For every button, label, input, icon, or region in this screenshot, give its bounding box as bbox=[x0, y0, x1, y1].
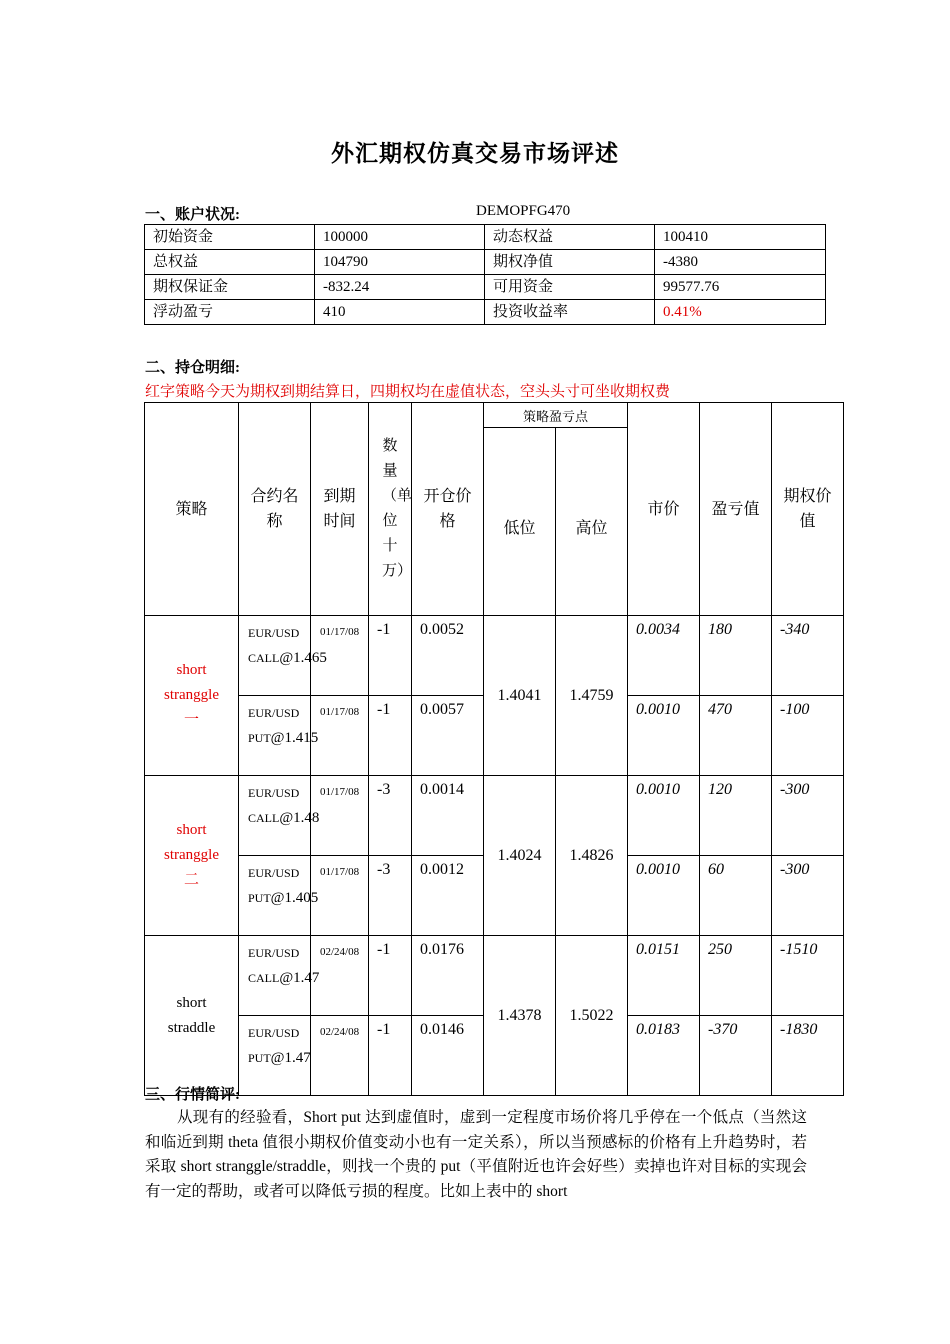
breakeven-low: 1.4024 bbox=[484, 776, 556, 936]
account-row bbox=[145, 250, 826, 275]
account-label: 可用资金 bbox=[485, 275, 655, 300]
pnl-value: 60 bbox=[700, 856, 772, 936]
account-value: 410 bbox=[315, 300, 485, 325]
expiry-date: 02/24/08 bbox=[311, 1016, 369, 1096]
option-value: -300 bbox=[772, 776, 844, 856]
expiry-date: 01/17/08 bbox=[311, 696, 369, 776]
section-account-heading: 一、账户状况: bbox=[145, 207, 240, 223]
account-value: -832.24 bbox=[315, 275, 485, 300]
commentary-paragraph: 从现有的经验看，Short put 达到虚值时，虚到一定程度市场价将几乎停在一个低点（当然这和临近到期 theta 值很小期权价值变动小也有一定关系），所以当预感标的价格有上升趋势时，若采取 short stranggle/straddle，则找一个贵的 put（平值附近也许会好些）卖掉也许对目标的实现会有一定的帮助，或者可以降低亏损的程度。比如上表中的 short bbox=[145, 1109, 807, 1200]
contract-name: EUR/USD CALL@1.47 bbox=[239, 936, 311, 1016]
quantity: -1 bbox=[369, 1016, 412, 1096]
expiry-date: 01/17/08 bbox=[311, 856, 369, 936]
option-value: -1830 bbox=[772, 1016, 844, 1096]
breakeven-low: 1.4041 bbox=[484, 616, 556, 776]
market-price: 0.0034 bbox=[628, 616, 700, 696]
page-title: 外汇期权仿真交易市场评述 bbox=[331, 141, 619, 166]
quantity: -1 bbox=[369, 616, 412, 696]
option-value: -340 bbox=[772, 616, 844, 696]
quantity: -3 bbox=[369, 776, 412, 856]
strategy-name: short stranggle一 bbox=[145, 616, 239, 776]
section-market-heading: 三、行情简评: bbox=[145, 1087, 240, 1103]
open-price: 0.0052 bbox=[412, 616, 484, 696]
option-value: -1510 bbox=[772, 936, 844, 1016]
header-pnl: 盈亏值 bbox=[700, 403, 772, 616]
open-price: 0.0057 bbox=[412, 696, 484, 776]
account-value: -4380 bbox=[655, 250, 826, 275]
account-label: 期权净值 bbox=[485, 250, 655, 275]
market-price: 0.0010 bbox=[628, 856, 700, 936]
account-label: 浮动盈亏 bbox=[145, 300, 315, 325]
contract-name: EUR/USD CALL@1.465 bbox=[239, 616, 311, 696]
expiry-date: 01/17/08 bbox=[311, 616, 369, 696]
account-table bbox=[144, 224, 826, 325]
table-row bbox=[145, 616, 844, 696]
pnl-value: -370 bbox=[700, 1016, 772, 1096]
market-price: 0.0010 bbox=[628, 696, 700, 776]
contract-name: EUR/USD CALL@1.48 bbox=[239, 776, 311, 856]
account-value: 100000 bbox=[315, 225, 485, 250]
open-price: 0.0176 bbox=[412, 936, 484, 1016]
expiry-note: 红字策略今天为期权到期结算日，四期权均在虚值状态，空头头寸可坐收期权费 bbox=[145, 384, 671, 400]
account-row bbox=[145, 275, 826, 300]
market-price: 0.0151 bbox=[628, 936, 700, 1016]
header-breakeven: 策略盈亏点 bbox=[484, 403, 628, 428]
market-commentary bbox=[145, 1106, 807, 1204]
header-quantity: 数量（单位十万） bbox=[369, 403, 412, 616]
table-row bbox=[145, 936, 844, 1016]
strategy-name: short stranggle二 bbox=[145, 776, 239, 936]
account-label: 投资收益率 bbox=[485, 300, 655, 325]
header-market: 市价 bbox=[628, 403, 700, 616]
table-row bbox=[145, 776, 844, 856]
strategy-name: short straddle bbox=[145, 936, 239, 1096]
account-row bbox=[145, 300, 826, 325]
expiry-date: 02/24/08 bbox=[311, 936, 369, 1016]
roi-value: 0.41% bbox=[655, 300, 826, 325]
account-row bbox=[145, 225, 826, 250]
header-open-price: 开仓价格 bbox=[412, 403, 484, 616]
pnl-value: 250 bbox=[700, 936, 772, 1016]
account-label: 期权保证金 bbox=[145, 275, 315, 300]
account-value: 104790 bbox=[315, 250, 485, 275]
account-id: DEMOPFG470 bbox=[476, 203, 571, 219]
breakeven-high: 1.4759 bbox=[556, 616, 628, 776]
header-high: 高位 bbox=[556, 428, 628, 616]
option-value: -300 bbox=[772, 856, 844, 936]
header-low: 低位 bbox=[484, 428, 556, 616]
open-price: 0.0146 bbox=[412, 1016, 484, 1096]
breakeven-high: 1.5022 bbox=[556, 936, 628, 1096]
account-value: 99577.76 bbox=[655, 275, 826, 300]
section-positions-heading: 二、持仓明细: bbox=[145, 360, 240, 376]
contract-name: EUR/USD PUT@1.47 bbox=[239, 1016, 311, 1096]
account-label: 总权益 bbox=[145, 250, 315, 275]
pnl-value: 470 bbox=[700, 696, 772, 776]
quantity: -1 bbox=[369, 936, 412, 1016]
quantity: -1 bbox=[369, 696, 412, 776]
header-option-value: 期权价值 bbox=[772, 403, 844, 616]
account-value: 100410 bbox=[655, 225, 826, 250]
contract-name: EUR/USD PUT@1.405 bbox=[239, 856, 311, 936]
quantity: -3 bbox=[369, 856, 412, 936]
header-expiry: 到期时间 bbox=[311, 403, 369, 616]
positions-table bbox=[144, 402, 844, 1096]
pnl-value: 120 bbox=[700, 776, 772, 856]
market-price: 0.0183 bbox=[628, 1016, 700, 1096]
pnl-value: 180 bbox=[700, 616, 772, 696]
contract-name: EUR/USD PUT@1.415 bbox=[239, 696, 311, 776]
header-strategy: 策略 bbox=[145, 403, 239, 616]
breakeven-high: 1.4826 bbox=[556, 776, 628, 936]
account-label: 初始资金 bbox=[145, 225, 315, 250]
account-label: 动态权益 bbox=[485, 225, 655, 250]
expiry-date: 01/17/08 bbox=[311, 776, 369, 856]
open-price: 0.0012 bbox=[412, 856, 484, 936]
option-value: -100 bbox=[772, 696, 844, 776]
market-price: 0.0010 bbox=[628, 776, 700, 856]
open-price: 0.0014 bbox=[412, 776, 484, 856]
header-contract: 合约名称 bbox=[239, 403, 311, 616]
breakeven-low: 1.4378 bbox=[484, 936, 556, 1096]
